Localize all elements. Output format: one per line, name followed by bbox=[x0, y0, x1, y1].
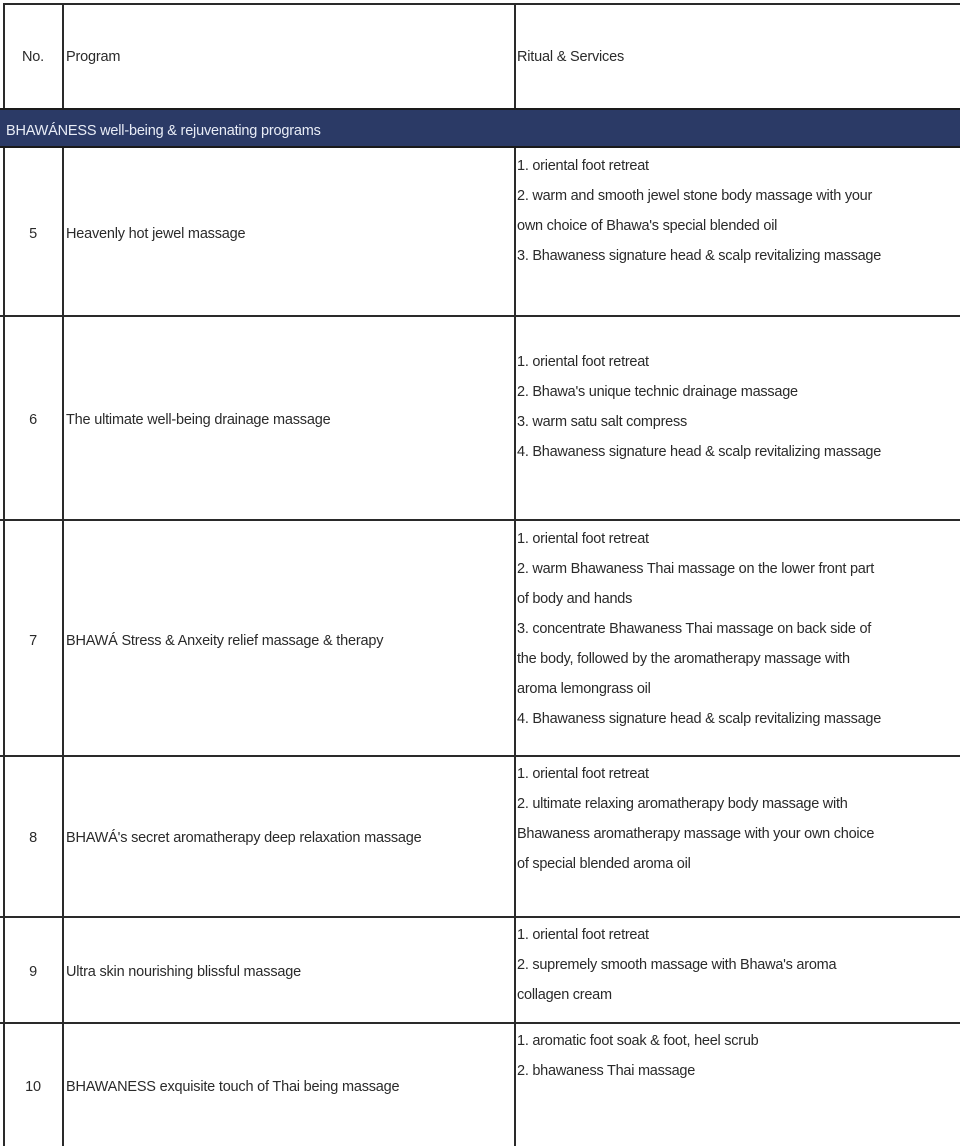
row-divider bbox=[0, 519, 960, 521]
ritual-line: 3. concentrate Bhawaness Thai massage on back side of bbox=[517, 621, 872, 637]
ritual-line: of body and hands bbox=[517, 591, 633, 607]
row-divider bbox=[0, 315, 960, 317]
column-divider-program bbox=[514, 3, 516, 108]
ritual-line: 1. oriental foot retreat bbox=[517, 158, 649, 174]
ritual-line: 2. warm and smooth jewel stone body massage with your bbox=[517, 188, 873, 204]
row-divider bbox=[0, 1022, 960, 1024]
header-ritual: Ritual & Services bbox=[517, 49, 624, 65]
row-divider bbox=[0, 916, 960, 918]
ritual-line: of special blended aroma oil bbox=[517, 856, 691, 872]
row-number: 10 bbox=[25, 1079, 41, 1095]
ritual-line: 3. warm satu salt compress bbox=[517, 414, 687, 430]
ritual-line: 1. oriental foot retreat bbox=[517, 927, 649, 943]
ritual-list bbox=[517, 524, 957, 734]
row-number: 6 bbox=[29, 412, 37, 428]
ritual-line: the body, followed by the aromatherapy massage with bbox=[517, 651, 850, 667]
program-name: Ultra skin nourishing blissful massage bbox=[66, 964, 301, 980]
program-name: The ultimate well-being drainage massage bbox=[66, 412, 331, 428]
section-title: BHAWÁNESS well-being & rejuvenating programs bbox=[6, 123, 321, 139]
ritual-line: 1. aromatic foot soak & foot, heel scrub bbox=[517, 1033, 759, 1049]
row-number: 8 bbox=[29, 830, 37, 846]
ritual-line: 2. warm Bhawaness Thai massage on the lower front part bbox=[517, 561, 874, 577]
row-divider bbox=[0, 755, 960, 757]
header-program: Program bbox=[66, 49, 121, 65]
row-number: 9 bbox=[29, 964, 37, 980]
ritual-line: 2. Bhawa's unique technic drainage massage bbox=[517, 384, 798, 400]
ritual-line: 2. supremely smooth massage with Bhawa's aroma bbox=[517, 957, 837, 973]
column-divider-program bbox=[514, 148, 516, 1146]
header-no: No. bbox=[22, 49, 44, 65]
ritual-list bbox=[517, 920, 957, 1010]
ritual-list bbox=[517, 1026, 957, 1086]
program-name: Heavenly hot jewel massage bbox=[66, 226, 246, 242]
ritual-list bbox=[517, 151, 957, 271]
ritual-line: 1. oriental foot retreat bbox=[517, 766, 649, 782]
ritual-line: 4. Bhawaness signature head & scalp revitalizing massage bbox=[517, 444, 882, 460]
row-number: 7 bbox=[29, 633, 37, 649]
ritual-line: own choice of Bhawa's special blended oil bbox=[517, 218, 778, 234]
ritual-line: 2. ultimate relaxing aromatherapy body massage with bbox=[517, 796, 848, 812]
ritual-line: aroma lemongrass oil bbox=[517, 681, 651, 697]
ritual-line: 1. oriental foot retreat bbox=[517, 531, 649, 547]
ritual-line: collagen cream bbox=[517, 987, 612, 1003]
ritual-line: 2. bhawaness Thai massage bbox=[517, 1063, 696, 1079]
section-header bbox=[0, 108, 960, 148]
program-name: BHAWÁ's secret aromatherapy deep relaxation massage bbox=[66, 830, 422, 846]
row-number: 5 bbox=[29, 226, 37, 242]
program-name: BHAWANESS exquisite touch of Thai being massage bbox=[66, 1079, 400, 1095]
ritual-list bbox=[517, 347, 957, 467]
ritual-line: Bhawaness aromatherapy massage with your own choice bbox=[517, 826, 875, 842]
ritual-line: 3. Bhawaness signature head & scalp revitalizing massage bbox=[517, 248, 882, 264]
program-name: BHAWÁ Stress & Anxeity relief massage & therapy bbox=[66, 633, 384, 649]
table-top-border bbox=[3, 3, 960, 5]
ritual-line: 4. Bhawaness signature head & scalp revitalizing massage bbox=[517, 711, 882, 727]
ritual-line: 1. oriental foot retreat bbox=[517, 354, 649, 370]
ritual-list bbox=[517, 759, 957, 879]
